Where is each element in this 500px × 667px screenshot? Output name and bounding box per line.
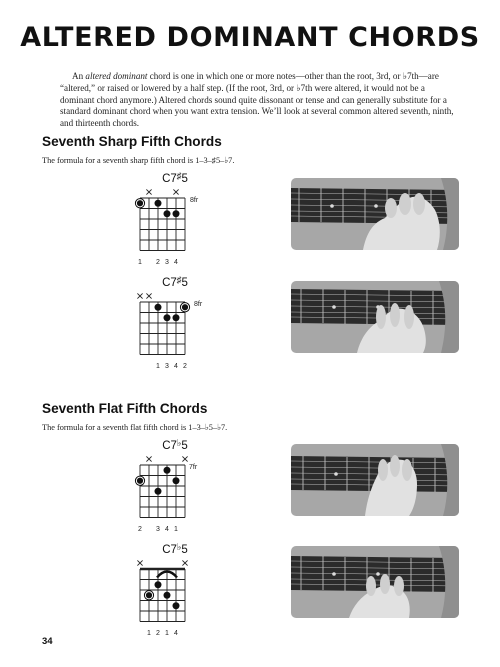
chord-diagram-2 [120,272,230,372]
intro-term: altered dominant [85,71,148,82]
finger-string-1: 1 [138,259,142,266]
finger-dot [164,592,171,599]
finger-dot [155,304,162,311]
muted-string-x [182,560,187,565]
finger-dot [164,210,171,217]
section-formula-flat-fifth: The formula for a seventh flat fifth chord is 1–3–♭5–♭7. [42,423,228,432]
muted-string-x [137,293,142,298]
muted-string-x [182,456,187,461]
finger-string-5: 1 [174,526,178,533]
fret-position-label: 8fr [190,197,199,204]
finger-dot [173,477,180,484]
fingering-row [138,526,178,533]
finger-dot [155,200,162,207]
section-heading-flat-fifth: Seventh Flat Fifth Chords [42,401,208,416]
chord-marks [137,293,189,321]
chord-name: C7♭5 [162,438,188,452]
muted-string-x [146,293,151,298]
finger-dot [164,314,171,321]
finger-string-2: 1 [147,630,151,637]
page-title: ALTERED DOMINANT CHORDS [20,22,480,53]
fingering-row [138,259,178,266]
finger-string-5: 4 [174,363,178,370]
finger-string-4: 3 [165,363,169,370]
finger-string-4: 3 [165,259,169,266]
fingering-row [147,630,178,637]
chord-diagram-3 [120,435,230,535]
intro-text-start: An [72,71,86,82]
section-heading-sharp-fifth: Seventh Sharp Fifth Chords [42,134,222,149]
finger-string-4: 4 [165,526,169,533]
finger-string-3: 2 [156,630,160,637]
fretting-hand-photo-icon [291,546,459,618]
fretboard-grid [140,302,185,355]
finger-dot [155,488,162,495]
page-number: 34 [42,636,53,647]
chord-name: C7♯5 [162,171,188,185]
finger-string-4: 1 [165,630,169,637]
finger-string-3: 2 [156,259,160,266]
muted-string-x [137,560,142,565]
root-note-dot [182,304,188,310]
finger-dot [155,581,162,588]
muted-string-x [173,189,178,194]
chord-name: C7♭5 [162,542,188,556]
finger-dot [173,602,180,609]
intro-paragraph [60,71,458,130]
chord-name: C7♯5 [162,275,188,289]
finger-dot [173,210,180,217]
fingering-row [156,363,187,370]
muted-string-x [146,456,151,461]
chord-marks [137,560,187,609]
chord-diagram-4 [120,539,230,639]
fretting-hand-photo-icon [291,281,459,353]
finger-string-5: 4 [174,259,178,266]
finger-string-5: 4 [174,630,178,637]
root-note-dot [146,592,152,598]
fretboard-grid [140,198,185,251]
root-note-dot [137,478,143,484]
root-note-dot [137,200,143,206]
chord-marks [135,189,179,217]
fretting-hand-photo-icon [291,178,459,250]
muted-string-x [146,189,151,194]
section-formula-sharp-fifth: The formula for a seventh sharp fifth chord is 1–3–♯5–♭7. [42,156,235,165]
finger-dot [164,467,171,474]
fret-position-label: 7fr [189,464,198,471]
finger-string-6: 2 [183,363,187,370]
fret-position-label: 8fr [194,301,203,308]
finger-string-3: 1 [156,363,160,370]
chord-diagram-1 [120,168,230,268]
fretboard-grid [140,465,185,518]
finger-dot [173,314,180,321]
fretting-hand-photo-icon [291,444,459,516]
intro-text-rest: chord is one in which one or more notes—other than the root, 3rd, or ♭7th—are “altered,” or raised or lowered by a half step. (If the root, 3rd, or ♭7th were altered, it would not be a dominant chord anymore.) Altered chords sound quite dissonant or tense and can generally substitute for a standard dominant chord when you want extra tension. We’ll look at several common altered seventh, ninth, and thirteenth chords. [60,71,454,128]
finger-string-3: 3 [156,526,160,533]
finger-string-1: 2 [138,526,142,533]
